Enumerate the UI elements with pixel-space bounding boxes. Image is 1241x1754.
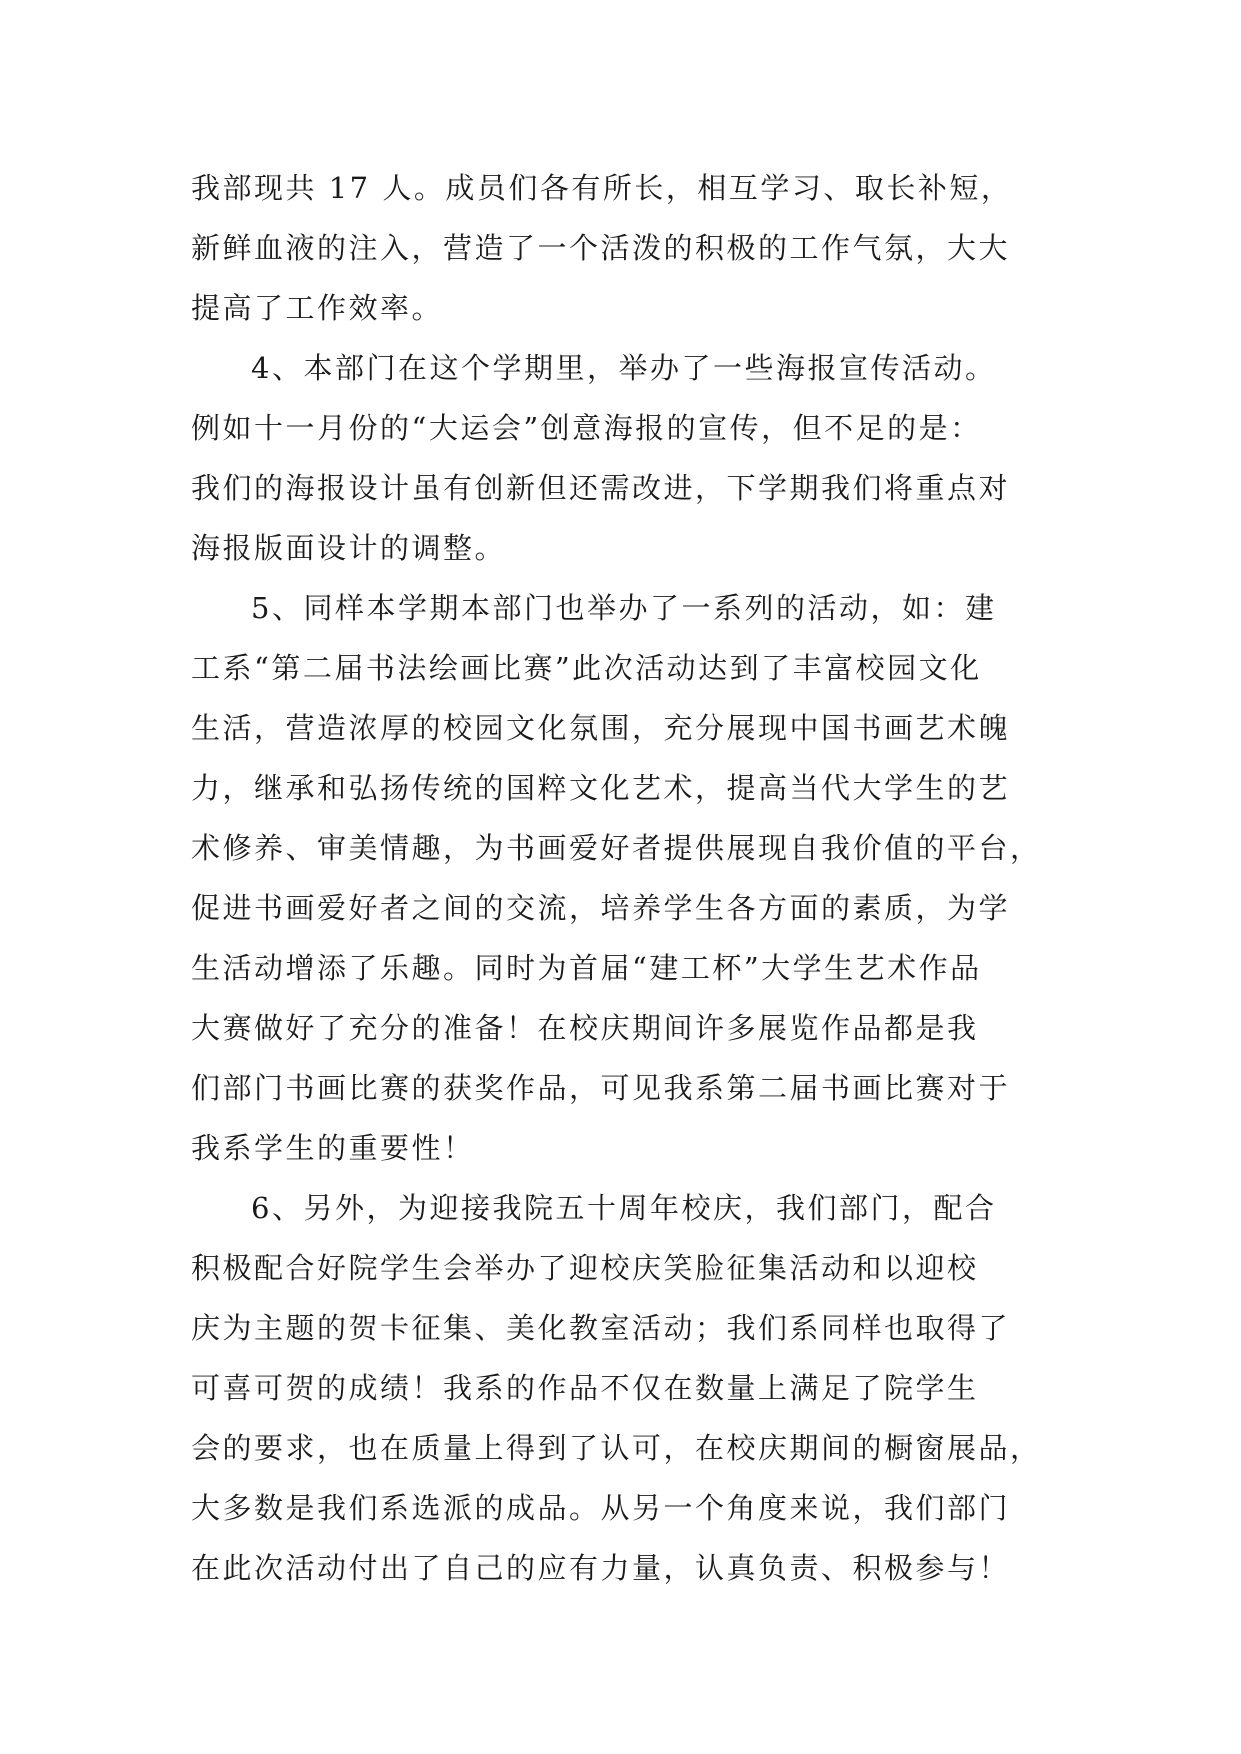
text-line: 工系“第二届书法绘画比赛”此次活动达到了丰富校园文化 [191, 651, 982, 685]
text-line: 新鲜血液的注入，营造了一个活泼的积极的工作气氛，大大 [191, 231, 1011, 265]
text-line: 海报版面设计的调整。 [191, 531, 507, 565]
text-line: 例如十一月份的“大运会”创意海报的宣传，但不足的是： [191, 411, 982, 445]
text-line: 提高了工作效率。 [191, 291, 444, 325]
text-line: 可喜可贺的成绩！我系的作品不仅在数量上满足了院学生 [191, 1371, 979, 1405]
paragraph-start-line: 5、同样本学期本部门也举办了一系列的活动，如：建 [251, 591, 997, 625]
text-line: 积极配合好院学生会举办了迎校庆笑脸征集活动和以迎校 [191, 1251, 979, 1285]
text-line: 促进书画爱好者之间的交流，培养学生各方面的素质，为学 [191, 891, 1011, 925]
text-line: 我部现共 17 人。成员们各有所长，相互学习、取长补短， [191, 171, 1013, 205]
text-line: 大多数是我们系选派的成品。从另一个角度来说，我们部门 [191, 1491, 1011, 1525]
text-line: 们部门书画比赛的获奖作品，可见我系第二届书画比赛对于 [191, 1071, 1011, 1105]
body-text [191, 158, 1061, 1598]
paragraph-start-line: 4、本部门在这个学期里，举办了一些海报宣传活动。 [251, 351, 997, 385]
text-line: 我系学生的重要性！ [191, 1131, 475, 1165]
text-line: 大赛做好了充分的准备！在校庆期间许多展览作品都是我 [191, 1011, 979, 1045]
paragraph-start-line: 6、另外，为迎接我院五十周年校庆，我们部门，配合 [251, 1191, 997, 1225]
text-line: 我们的海报设计虽有创新但还需改进，下学期我们将重点对 [191, 471, 1011, 505]
text-line: 生活动增添了乐趣。同时为首届“建工杯”大学生艺术作品 [191, 951, 982, 985]
text-line: 会的要求，也在质量上得到了认可，在校庆期间的橱窗展品， [191, 1431, 1042, 1465]
text-line: 在此次活动付出了自己的应有力量，认真负责、积极参与！ [191, 1551, 1011, 1585]
text-line: 力，继承和弘扬传统的国粹文化艺术，提高当代大学生的艺 [191, 771, 1011, 805]
text-line: 术修养、审美情趣，为书画爱好者提供展现自我价值的平台， [191, 831, 1042, 865]
text-line: 生活，营造浓厚的校园文化氛围，充分展现中国书画艺术魄 [191, 711, 1011, 745]
text-line: 庆为主题的贺卡征集、美化教室活动；我们系同样也取得了 [191, 1311, 1011, 1345]
